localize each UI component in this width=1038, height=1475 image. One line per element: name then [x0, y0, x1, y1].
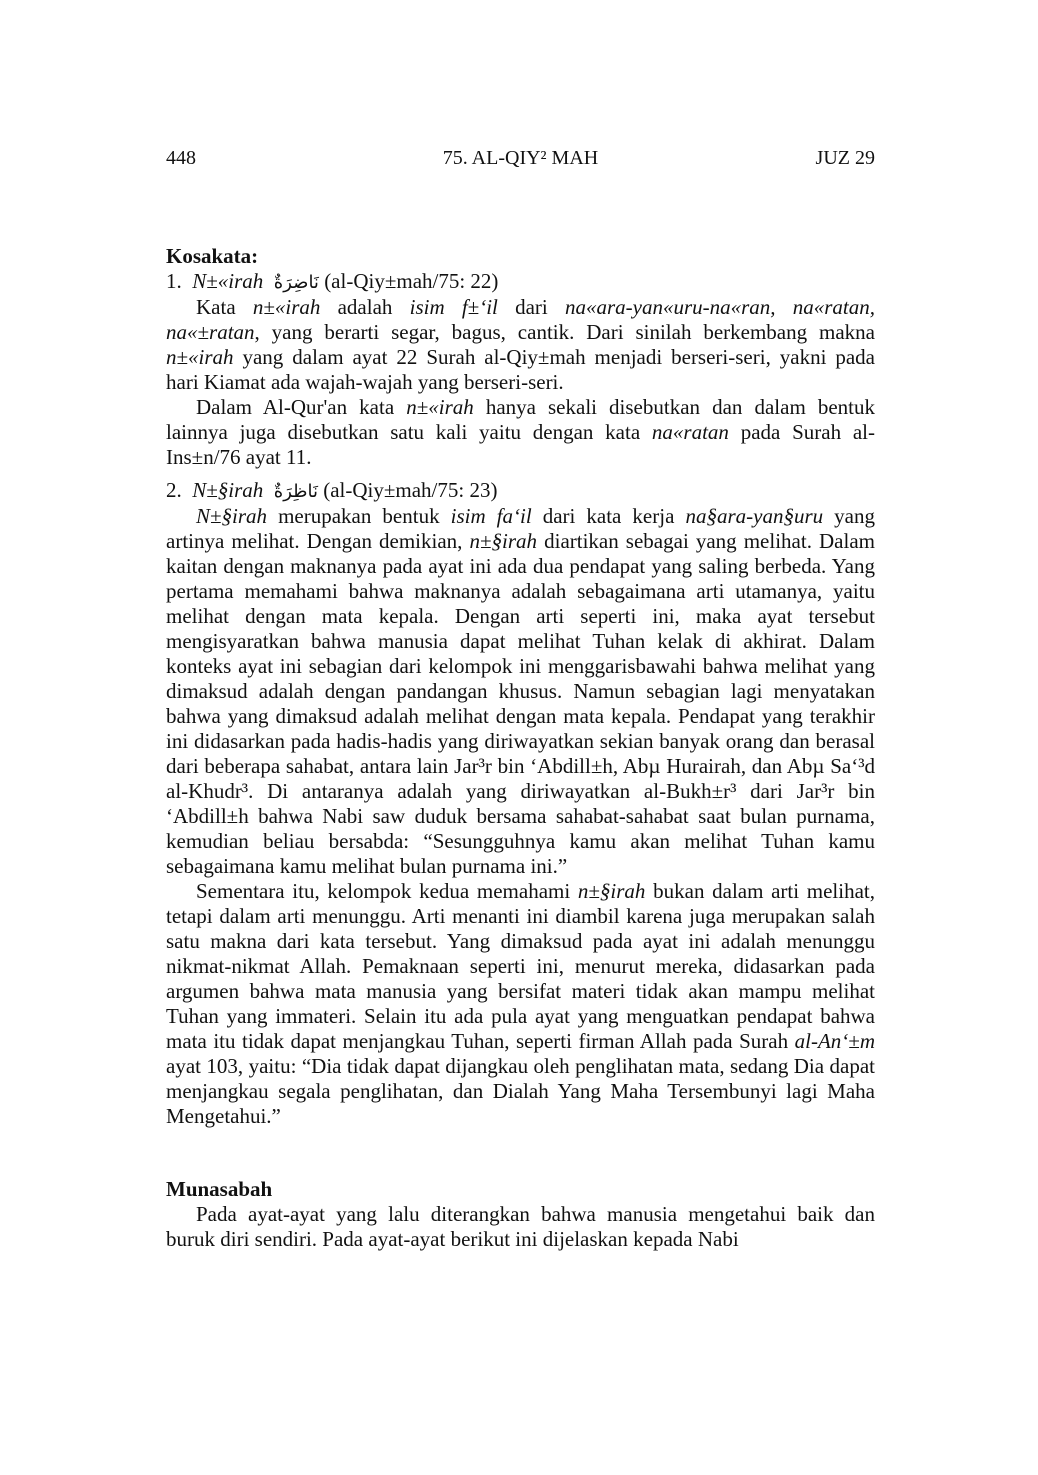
italic-term: isim fa‘il — [450, 504, 532, 528]
text: bukan dalam arti melihat, tetapi dalam arti menunggu. Arti menanti ini diambil karena juga merupakan salah satu makna dari kata tersebut. Yang dimaksud pada ayat ini adalah menunggu nikmat-nikmat Allah. Pemaknaan seperti ini, menurut mereka, didasarkan pada argumen bahwa mata manusia yang bersifat materi tidak akan mampu melihat Tuhan yang immateri. Selain itu ada pula ayat yang menguatkan pendapat bahwa mata itu tidak dapat menjangkau Tuhan, seperti firman Allah pada Surah — [166, 879, 876, 1053]
entry-2-paragraph-2 — [166, 879, 875, 1129]
vocab-entry-2-head — [166, 478, 875, 504]
italic-term: N±§irah — [196, 504, 268, 528]
chapter-title: 75. AL-QIY² MAH — [442, 147, 599, 169]
entry-2-paragraph-1 — [166, 504, 875, 879]
italic-term: na«ratan — [651, 420, 729, 444]
text: merupakan bentuk — [267, 504, 451, 528]
italic-term: n±§irah — [469, 529, 538, 553]
entry-reference: (al-Qiy±mah/75: 22) — [324, 269, 499, 293]
entry-1-paragraph-2 — [166, 395, 875, 470]
vocab-entry-1-head — [166, 269, 875, 295]
juz-label: JUZ 29 — [815, 147, 875, 169]
italic-term: n±§irah — [577, 879, 646, 903]
italic-term: na§ara-yan§uru — [685, 504, 824, 528]
text: Dalam Al-Qur'an kata — [196, 395, 407, 419]
text: dari kata kerja — [531, 504, 686, 528]
text: diartikan sebagai yang melihat. Dalam kaitan dengan maknanya pada ayat ini ada dua pendapat yang saling berbeda. Yang pertama memahami bahwa maknanya adalah sebagaimana arti utamanya, yaitu melihat dengan mata kepala. Dengan arti seperti ini, maka ayat tersebut mengisyaratkan bahwa manusia dapat melihat Tuhan kelak di akhirat. Dalam konteks ayat ini sebagian dari kelompok ini menggarisbawahi bahwa melihat yang dimaksud adalah dengan pandangan khusus. Namun sebagian lagi menyatakan bahwa yang dimaksud adalah melihat dengan mata kepala. Pendapat yang terakhir ini didasarkan pada hadis-hadis yang diriwayatkan sekian banyak orang dan berasal dari beberapa sahabat, antara lain Jar³r bin ‘Abdill±h, Abµ Hurairah, dan Abµ Sa‘³d al-Khudr³. Di antaranya adalah yang diriwayatkan al-Bukh±r³ dari Jar³r bin ‘Abdill±h bahwa Nabi saw duduk bersama sahabat-sahabat saat bulan purnama, kemudian beliau bersabda: “Sesungguhnya kamu akan melihat Tuhan kamu sebagaimana kamu melihat bulan purnama ini.” — [166, 529, 875, 878]
italic-term: n±«irah — [252, 295, 321, 319]
entry-1-paragraph-1 — [166, 295, 875, 395]
entry-reference: (al-Qiy±mah/75: 23) — [323, 478, 498, 502]
arabic-term: نَاظِرَةٌ — [273, 481, 318, 502]
text: pada Surah al-Ins±n/76 ayat 11. — [166, 420, 875, 469]
entry-number: 2. — [166, 478, 182, 502]
text: hanya sekali disebutkan dan dalam bentuk lainnya juga disebutkan satu kali yaitu dengan kata — [166, 395, 875, 444]
text: Sementara itu, kelompok kedua memahami — [196, 879, 578, 903]
page-number: 448 — [166, 147, 196, 169]
text: yang dalam ayat 22 Surah al-Qiy±mah menjadi berseri-seri, yakni pada hari Kiamat ada wajah-wajah yang berseri-seri. — [166, 345, 875, 394]
text: adalah — [320, 295, 410, 319]
entry-term: N±«irah — [192, 269, 264, 293]
italic-term: isim f±‘il — [409, 295, 498, 319]
entry-number: 1. — [166, 269, 182, 293]
page — [166, 140, 875, 1252]
text: ayat 103, yaitu: “Dia tidak dapat dijangkau oleh penglihatan mata, sedang Dia dapat menjangkau segala penglihatan, dan Dialah Yang Maha Tersembunyi lagi Maha Mengetahui.” — [166, 1054, 875, 1128]
italic-term: al-An‘±m — [794, 1029, 875, 1053]
italic-term: na«ara-yan«uru-na«ran, na«ratan, na«±ratan — [166, 295, 875, 344]
text: yang artinya melihat. Dengan demikian, — [166, 504, 875, 553]
kosakata-heading: Kosakata: — [166, 244, 259, 268]
munasabah-heading: Munasabah — [166, 1177, 273, 1201]
italic-term: n±«irah — [406, 395, 474, 419]
text: Kata — [196, 295, 253, 319]
text: , yang berarti segar, bagus, cantik. Dari sinilah berkembang makna — [254, 320, 875, 344]
munasabah-paragraph: Pada ayat-ayat yang lalu diterangkan bahwa manusia mengetahui baik dan buruk diri sendiri. Pada ayat-ayat berikut ini dijelaskan kepada Nabi — [166, 1202, 875, 1251]
text: dari — [497, 295, 565, 319]
page-header — [166, 146, 875, 171]
italic-term: n±«irah — [166, 345, 234, 369]
entry-term: N±§irah — [192, 478, 264, 502]
arabic-term: نَاضِرَةٌ — [273, 272, 319, 293]
